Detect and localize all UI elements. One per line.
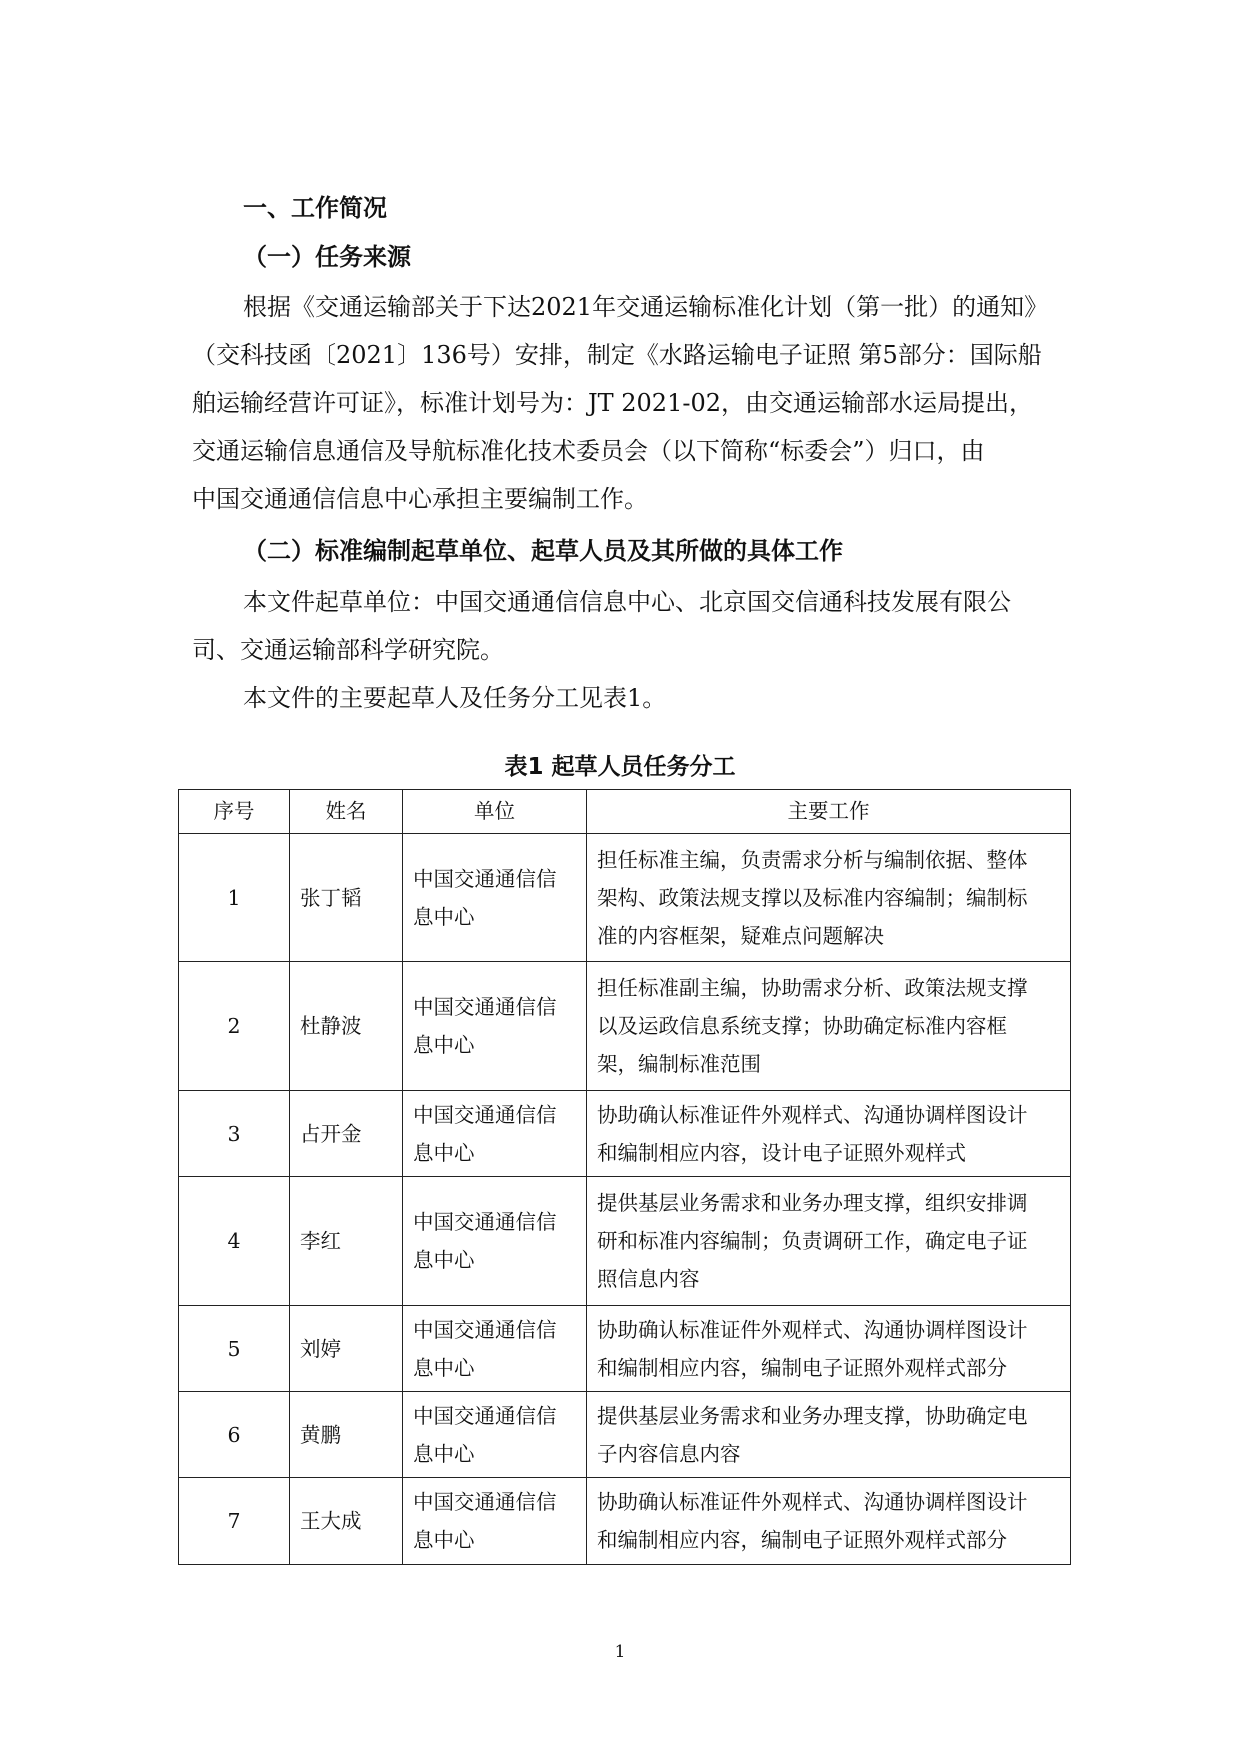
cell-work [587, 962, 1071, 1091]
cell-no-line: 3 [227, 1121, 241, 1146]
drafters-table [178, 789, 1071, 1565]
cell-name-line: 刘婷 [300, 1336, 341, 1361]
cell-unit-line: 息中心 [413, 1528, 475, 1552]
cell-work-line: 架构、政策法规支撑以及标准内容编制；编制标 [597, 885, 1028, 910]
cell-no-line: 4 [227, 1229, 241, 1253]
cell-work-line: 协助确认标准证件外观样式、沟通协调样图设计 [597, 1102, 1028, 1127]
cell-work [587, 1306, 1071, 1392]
cell-name-line: 张丁韬 [300, 885, 362, 910]
paragraph-line: 舶运输经营许可证》，标准计划号为：JT 2021-02，由交通运输部水运局提出， [192, 389, 1033, 417]
table-row [179, 1392, 1071, 1478]
cell-unit [403, 962, 587, 1091]
cell-unit-line: 中国交通通信信 [413, 1210, 557, 1234]
cell-no [179, 1091, 290, 1177]
paragraph-line: 司、交通运输部科学研究院。 [192, 636, 504, 664]
cell-work-line: 照信息内容 [597, 1267, 700, 1291]
cell-name [290, 1478, 403, 1565]
cell-unit [403, 1306, 587, 1392]
cell-name [290, 1306, 403, 1392]
cell-unit-line: 息中心 [413, 1248, 475, 1272]
paragraph-line: 根据《交通运输部关于下达2021年交通运输标准化计划（第一批）的通知》 [243, 293, 1049, 321]
table-row [179, 1177, 1071, 1306]
cell-name-line: 李红 [300, 1229, 341, 1253]
header-no: 序号 [179, 790, 290, 834]
table-row [179, 1306, 1071, 1392]
paragraph-line: 本文件起草单位：中国交通通信信息中心、北京国交信通科技发展有限公 [243, 588, 1011, 616]
table-row [179, 962, 1071, 1091]
paragraph-line: 中国交通通信信息中心承担主要编制工作。 [192, 485, 648, 513]
cell-unit [403, 1478, 587, 1565]
header-work: 主要工作 [587, 790, 1071, 834]
paragraph-line: （交科技函〔2021〕136号）安排，制定《水路运输电子证照 第5部分：国际船 [192, 341, 1042, 369]
header-unit: 单位 [403, 790, 587, 834]
cell-no [179, 1306, 290, 1392]
cell-no-line: 2 [227, 1014, 241, 1038]
cell-unit-line: 息中心 [413, 1033, 475, 1057]
cell-no [179, 1392, 290, 1478]
cell-name [290, 1392, 403, 1478]
cell-work-line: 担任标准主编，负责需求分析与编制依据、整体 [597, 847, 1028, 872]
cell-name [290, 962, 403, 1091]
cell-unit-line: 息中心 [413, 904, 475, 929]
cell-unit-line: 息中心 [413, 1140, 475, 1165]
cell-no-line: 5 [227, 1336, 241, 1361]
cell-name-line: 占开金 [300, 1121, 362, 1146]
subsection-heading-task-source: （一）任务来源 [243, 243, 411, 271]
header-name: 姓名 [290, 790, 403, 834]
cell-work-line: 准的内容框架，疑难点问题解决 [597, 923, 884, 948]
cell-work [587, 834, 1071, 962]
cell-no-line: 1 [227, 885, 241, 910]
cell-unit-line: 中国交通通信信 [413, 866, 557, 891]
cell-no [179, 1478, 290, 1565]
cell-work [587, 1392, 1071, 1478]
cell-unit-line: 中国交通通信信 [413, 1317, 557, 1342]
cell-unit-line: 中国交通通信信 [413, 1490, 557, 1514]
cell-unit-line: 中国交通通信信 [413, 995, 557, 1019]
subsection-heading-drafters: （二）标准编制起草单位、起草人员及其所做的具体工作 [243, 537, 843, 565]
cell-work [587, 1177, 1071, 1306]
cell-work-line: 担任标准副主编，协助需求分析、政策法规支撑 [597, 976, 1028, 1000]
cell-name [290, 1177, 403, 1306]
cell-no-line: 7 [227, 1509, 241, 1533]
cell-name-line: 黄鹏 [300, 1422, 341, 1447]
cell-work [587, 1091, 1071, 1177]
cell-unit [403, 1392, 587, 1478]
cell-work-line: 协助确认标准证件外观样式、沟通协调样图设计 [597, 1490, 1028, 1514]
cell-unit-line: 中国交通通信信 [413, 1102, 557, 1127]
cell-work-line: 架，编制标准范围 [597, 1052, 761, 1076]
cell-name-line: 王大成 [300, 1509, 362, 1533]
cell-work-line: 和编制相应内容，编制电子证照外观样式部分 [597, 1528, 1007, 1552]
cell-unit [403, 1091, 587, 1177]
cell-no [179, 962, 290, 1091]
cell-work-line: 以及运政信息系统支撑；协助确定标准内容框 [597, 1014, 1007, 1038]
table-row [179, 1478, 1071, 1565]
cell-no [179, 1177, 290, 1306]
paragraph-line: 本文件的主要起草人及任务分工见表1。 [243, 684, 667, 712]
table-caption: 表1 起草人员任务分工 [504, 754, 736, 780]
paragraph-line: 交通运输信息通信及导航标准化技术委员会（以下简称“标委会”）归口，由 [192, 437, 985, 465]
section-heading: 一、工作简况 [243, 194, 387, 222]
cell-work-line: 提供基层业务需求和业务办理支撑，协助确定电 [597, 1403, 1028, 1428]
cell-unit-line: 息中心 [413, 1441, 475, 1466]
cell-work [587, 1478, 1071, 1565]
cell-work-line: 研和标准内容编制；负责调研工作，确定电子证 [597, 1229, 1028, 1253]
page-number: 1 [614, 1642, 626, 1662]
cell-unit [403, 834, 587, 962]
cell-unit-line: 息中心 [413, 1355, 475, 1380]
cell-work-line: 子内容信息内容 [597, 1441, 741, 1466]
cell-work-line: 提供基层业务需求和业务办理支撑，组织安排调 [597, 1191, 1028, 1215]
cell-work-line: 协助确认标准证件外观样式、沟通协调样图设计 [597, 1317, 1028, 1342]
cell-work-line: 和编制相应内容，编制电子证照外观样式部分 [597, 1355, 1007, 1380]
cell-unit-line: 中国交通通信信 [413, 1403, 557, 1428]
cell-unit [403, 1177, 587, 1306]
table-row [179, 834, 1071, 962]
table-row [179, 1091, 1071, 1177]
cell-name [290, 834, 403, 962]
cell-work-line: 和编制相应内容，设计电子证照外观样式 [597, 1140, 966, 1165]
cell-no-line: 6 [227, 1422, 241, 1447]
cell-no [179, 834, 290, 962]
cell-name [290, 1091, 403, 1177]
cell-name-line: 杜静波 [300, 1014, 362, 1038]
